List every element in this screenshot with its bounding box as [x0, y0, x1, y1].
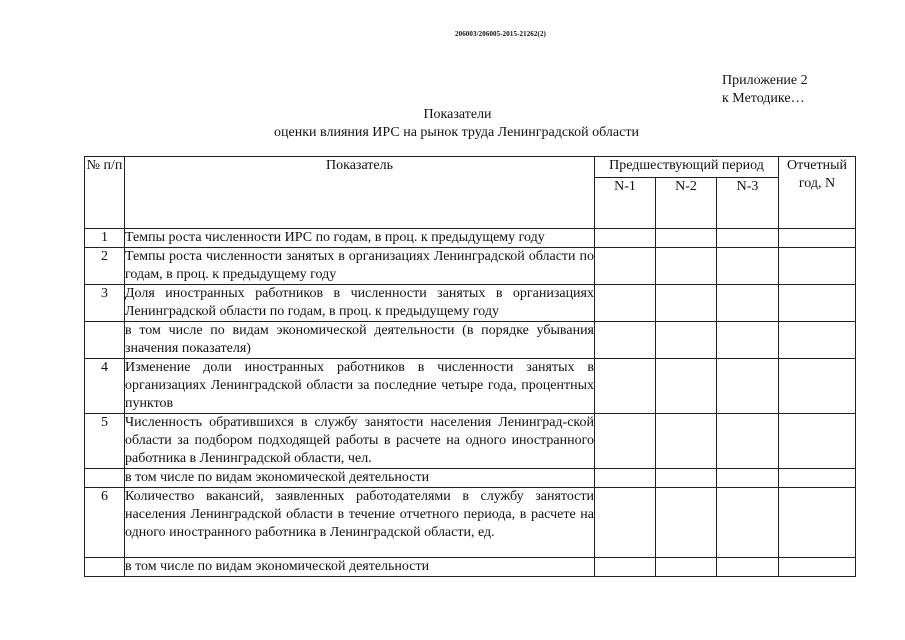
row-indicator: Темпы роста численности ИРС по годам, в проц. к предыдущему году	[125, 229, 595, 248]
cell-n2	[656, 469, 717, 488]
cell-report	[779, 488, 856, 558]
cell-n3	[717, 248, 779, 285]
cell-n3	[717, 469, 779, 488]
cell-n1	[595, 285, 656, 322]
row-number	[85, 469, 125, 488]
cell-n2	[656, 322, 717, 359]
row-indicator: в том числе по видам экономической деятельности (в порядке убывания значения показателя)	[125, 322, 595, 359]
table-row	[85, 558, 856, 577]
cell-report	[779, 469, 856, 488]
cell-n1	[595, 469, 656, 488]
row-number: 3	[85, 285, 125, 322]
row-indicator: Численность обратившихся в службу занятости населения Ленинград-ской области за подбором подходящей работы в расчете на одного иностранного работника в Ленинградской области, чел.	[125, 414, 595, 469]
cell-n3	[717, 558, 779, 577]
cell-n1	[595, 488, 656, 558]
table-row	[85, 414, 856, 469]
row-number	[85, 558, 125, 577]
table-row	[85, 488, 856, 558]
row-number: 6	[85, 488, 125, 558]
cell-report	[779, 322, 856, 359]
row-indicator: в том числе по видам экономической деятельности	[125, 469, 595, 488]
row-indicator: Темпы роста численности занятых в организациях Ленинградской области по годам, в проц. к предыдущему году	[125, 248, 595, 285]
cell-n1	[595, 248, 656, 285]
cell-n3	[717, 414, 779, 469]
appendix-line-2: к Методике…	[722, 91, 805, 106]
cell-report	[779, 285, 856, 322]
table-row	[85, 322, 856, 359]
cell-n1	[595, 414, 656, 469]
row-indicator: Изменение доли иностранных работников в численности занятых в организациях Ленинградской области за последние четыре года, процентных пунктов	[125, 359, 595, 414]
cell-n2	[656, 285, 717, 322]
document-title	[0, 106, 905, 142]
row-number	[85, 322, 125, 359]
cell-n2	[656, 488, 717, 558]
cell-n1	[595, 558, 656, 577]
row-number: 5	[85, 414, 125, 469]
cell-n1	[595, 322, 656, 359]
row-number: 1	[85, 229, 125, 248]
cell-n2	[656, 414, 717, 469]
header-previous-period: Предшествующий период	[595, 157, 779, 178]
appendix-note	[722, 72, 808, 108]
cell-report	[779, 558, 856, 577]
indicators-table	[84, 156, 856, 577]
header-n1: N-1	[595, 178, 656, 229]
cell-n2	[656, 248, 717, 285]
cell-report	[779, 359, 856, 414]
title-line-2: оценки влияния ИРС на рынок труда Ленинградской области	[274, 125, 639, 140]
document-id: 206003/206005-2015-21262(2)	[455, 30, 546, 38]
header-indicator: Показатель	[125, 157, 595, 229]
row-indicator: Количество вакансий, заявленных работодателями в службу занятости населения Ленинградской области в течение отчетного периода, в расчете на одного иностранного работника в Ленинградской области, ед.	[125, 488, 595, 558]
appendix-line-1: Приложение 2	[722, 73, 808, 88]
header-n3: N-3	[717, 178, 779, 229]
header-report-year: Отчетный год, N	[779, 157, 856, 229]
header-n2: N-2	[656, 178, 717, 229]
cell-n3	[717, 229, 779, 248]
header-number: № п/п	[85, 157, 125, 229]
table-row	[85, 359, 856, 414]
cell-n1	[595, 229, 656, 248]
cell-report	[779, 414, 856, 469]
table-row	[85, 248, 856, 285]
row-indicator: в том числе по видам экономической деятельности	[125, 558, 595, 577]
cell-report	[779, 229, 856, 248]
cell-n3	[717, 322, 779, 359]
row-number: 2	[85, 248, 125, 285]
cell-n2	[656, 558, 717, 577]
cell-report	[779, 248, 856, 285]
cell-n1	[595, 359, 656, 414]
title-line-1: Показатели	[423, 107, 492, 122]
table-row	[85, 285, 856, 322]
cell-n3	[717, 285, 779, 322]
row-number: 4	[85, 359, 125, 414]
row-indicator: Доля иностранных работников в численности занятых в организациях Ленинградской области по годам, в проц. к предыдущему году	[125, 285, 595, 322]
cell-n2	[656, 229, 717, 248]
cell-n3	[717, 359, 779, 414]
table-row	[85, 469, 856, 488]
table-row	[85, 229, 856, 248]
cell-n3	[717, 488, 779, 558]
cell-n2	[656, 359, 717, 414]
